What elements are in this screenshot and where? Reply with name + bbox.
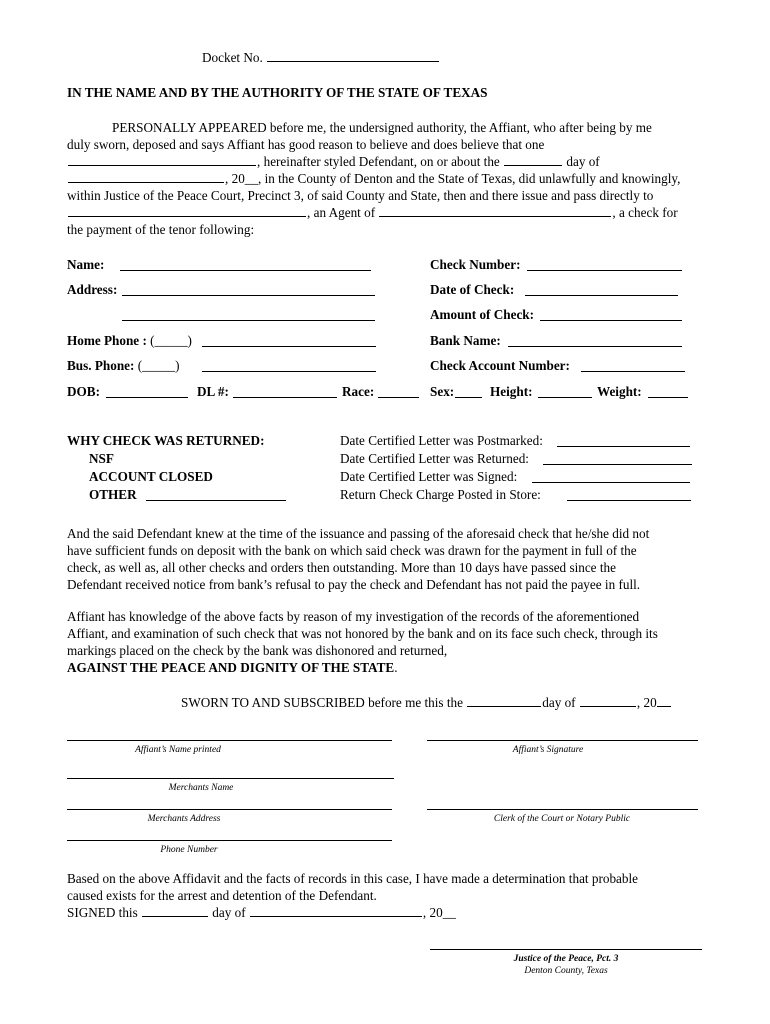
sex-label: Sex: — [430, 384, 455, 399]
cert-returned-field[interactable] — [543, 464, 692, 465]
intro-paragraph — [67, 119, 707, 238]
signed-day-field[interactable] — [142, 904, 208, 917]
dl-field[interactable] — [233, 397, 337, 398]
intro-text-3b: day of — [566, 154, 600, 169]
para1-line-1: And the said Defendant knew at the time of the issuance and passing of the aforesaid check that he/she did not — [67, 526, 650, 541]
intro-text-3a: , hereinafter styled Defendant, on or about the — [257, 154, 500, 169]
account-closed-option[interactable]: ACCOUNT CLOSED — [89, 469, 213, 484]
amount-of-check-field[interactable] — [540, 320, 682, 321]
sex-field[interactable] — [455, 397, 482, 398]
knowledge-paragraph — [67, 525, 707, 593]
height-field[interactable] — [538, 397, 592, 398]
intro-line-4 — [67, 170, 707, 187]
bus-phone-field[interactable] — [202, 371, 376, 372]
sworn-day-field[interactable] — [467, 694, 541, 707]
clerk-line[interactable] — [427, 809, 698, 810]
home-phone-field[interactable] — [202, 346, 376, 347]
sworn-day-of: day of — [542, 695, 576, 710]
other-reason-field[interactable] — [146, 500, 286, 501]
intro-text-4a: , 20__, in the County of Denton and the State of Texas, did unlawfully and knowingly, — [225, 171, 681, 186]
phone-number-caption: Phone Number — [160, 845, 218, 855]
race-label: Race: — [342, 384, 375, 399]
check-number-field[interactable] — [527, 270, 682, 271]
intro-line-2: duly sworn, deposed and says Affiant has good reason to believe and does believe that one — [67, 137, 545, 152]
closing-line-2: caused exists for the arrest and detention of the Defendant. — [67, 888, 377, 903]
para1-line-4: Defendant received notice from bank’s refusal to pay the check and Defendant has not paid the payee in full. — [67, 577, 641, 592]
signed-year: , 20__ — [422, 905, 456, 920]
postmarked-label: Date Certified Letter was Postmarked: — [340, 433, 543, 448]
determination-paragraph — [67, 870, 707, 921]
height-label: Height: — [490, 384, 533, 399]
name-label: Name: — [67, 257, 105, 272]
sworn-month-field[interactable] — [580, 694, 636, 707]
intro-line-3 — [67, 153, 707, 170]
check-account-number-label: Check Account Number: — [430, 358, 570, 373]
bank-name-field[interactable] — [508, 346, 682, 347]
affiant-signature-caption: Affiant’s Signature — [512, 745, 584, 755]
closing-line-1: Based on the above Affidavit and the facts of records in this case, I have made a determination that probable — [67, 871, 639, 886]
sworn-line — [181, 694, 671, 709]
signed-line — [67, 904, 707, 921]
home-phone-label: Home Phone : (_____) — [67, 333, 192, 348]
para2-line-2: Affiant, and examination of such check that was not honored by the bank and on its face such check, through its — [67, 626, 658, 641]
postmarked-field[interactable] — [557, 446, 690, 447]
docket-line — [202, 49, 440, 64]
para2-line-3: markings placed on the check by the bank was dishonored and returned, — [67, 643, 448, 658]
dob-field[interactable] — [106, 397, 188, 398]
dl-label: DL #: — [197, 384, 229, 399]
sworn-text: SWORN TO AND SUBSCRIBED before me this the — [181, 695, 463, 710]
intro-line-6 — [67, 204, 707, 221]
address-field-2[interactable] — [122, 320, 375, 321]
name-field[interactable] — [120, 270, 371, 271]
investigation-paragraph — [67, 608, 707, 676]
amount-of-check-label: Amount of Check: — [430, 307, 535, 322]
affiant-name-caption: Affiant’s Name printed — [135, 745, 221, 755]
page-title: IN THE NAME AND BY THE AUTHORITY OF THE STATE OF TEXAS — [67, 85, 488, 100]
para2-line-1: Affiant has knowledge of the above facts by reason of my investigation of the records of the aforementioned — [67, 609, 640, 624]
justice-county: Denton County, Texas — [524, 966, 608, 976]
weight-label: Weight: — [597, 384, 642, 399]
bank-name-label: Bank Name: — [430, 333, 501, 348]
justice-signature-line[interactable] — [430, 949, 702, 950]
para1-line-3: check, as well as, all other checks and orders then outstanding. More than 10 days have passed since the — [67, 560, 616, 575]
check-account-number-field[interactable] — [581, 371, 685, 372]
signed-month-field[interactable] — [250, 904, 422, 917]
signed-label: SIGNED this — [67, 905, 138, 920]
merchant-name-caption: Merchants Name — [168, 783, 234, 793]
charge-posted-label: Return Check Charge Posted in Store: — [340, 487, 541, 502]
defendant-name-field[interactable] — [68, 153, 256, 166]
weight-field[interactable] — [648, 397, 688, 398]
cert-signed-field[interactable] — [532, 482, 690, 483]
signed-day-of: day of — [212, 905, 246, 920]
date-of-check-field[interactable] — [525, 295, 678, 296]
address-field-1[interactable] — [122, 295, 375, 296]
race-field[interactable] — [378, 397, 419, 398]
check-number-label: Check Number: — [430, 257, 521, 272]
on-about-day-field[interactable] — [504, 153, 562, 166]
returned-title: WHY CHECK WAS RETURNED: — [67, 433, 265, 448]
sworn-year-prefix: , 20 — [636, 695, 657, 710]
other-option[interactable]: OTHER — [89, 487, 137, 502]
merchant-name-line[interactable] — [67, 778, 394, 779]
cert-returned-label: Date Certified Letter was Returned: — [340, 451, 529, 466]
month-field[interactable] — [68, 170, 224, 183]
para1-line-2: have sufficient funds on deposit with the bank on which said check was drawn for the payment in full of the — [67, 543, 637, 558]
intro-line-1: PERSONALLY APPEARED before me, the undersigned authority, the Affiant, who after being by me — [112, 120, 652, 135]
intro-line-5: within Justice of the Peace Court, Precinct 3, of said County and State, then and there issue and pass directly to — [67, 188, 654, 203]
agent-of-field[interactable] — [379, 204, 611, 217]
merchant-address-caption: Merchants Address — [147, 814, 221, 824]
merchant-address-line[interactable] — [67, 809, 392, 810]
dob-label: DOB: — [67, 384, 100, 399]
clerk-caption: Clerk of the Court or Notary Public — [493, 814, 631, 824]
cert-signed-label: Date Certified Letter was Signed: — [340, 469, 518, 484]
date-of-check-label: Date of Check: — [430, 282, 515, 297]
intro-text-6b: , a check for — [612, 205, 678, 220]
nsf-option[interactable]: NSF — [89, 451, 114, 466]
affiant-signature-line[interactable] — [427, 740, 698, 741]
affiant-name-line[interactable] — [67, 740, 392, 741]
intro-text-6a: , an Agent of — [307, 205, 376, 220]
address-label: Address: — [67, 282, 118, 297]
para2-line-4: AGAINST THE PEACE AND DIGNITY OF THE STATE. — [67, 660, 398, 675]
charge-posted-field[interactable] — [567, 500, 691, 501]
intro-line-7: the payment of the tenor following: — [67, 222, 255, 237]
phone-number-line[interactable] — [67, 840, 392, 841]
docket-number-field[interactable] — [267, 49, 439, 62]
bus-phone-label: Bus. Phone: (_____) — [67, 358, 180, 373]
sworn-year-field[interactable] — [657, 694, 671, 707]
payee-field[interactable] — [68, 204, 306, 217]
justice-title: Justice of the Peace, Pct. 3 — [513, 954, 619, 964]
docket-label: Docket No. — [202, 50, 263, 65]
